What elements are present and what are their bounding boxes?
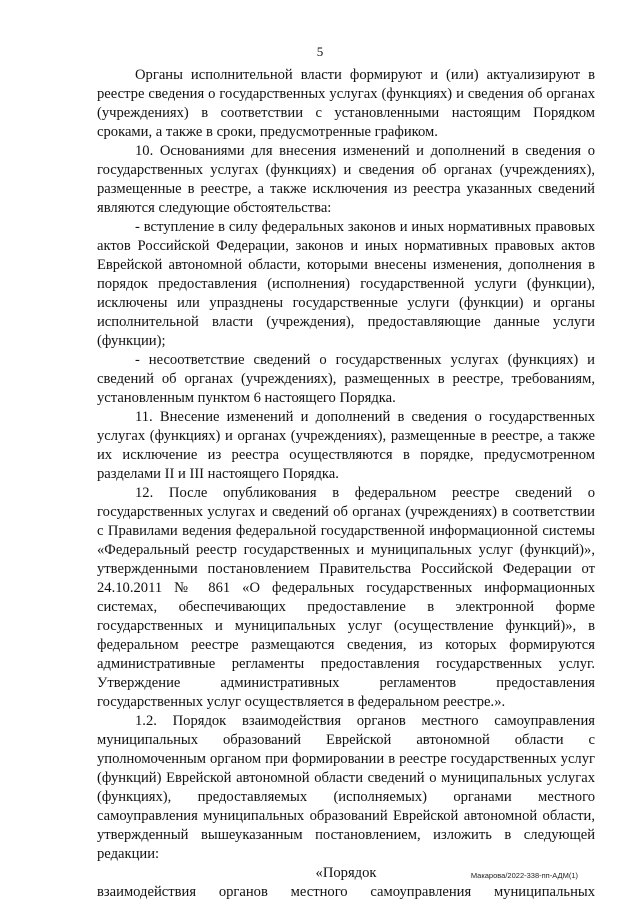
document-footer-code: Макарова/2022-338-пп-АДМ(1) [470, 871, 578, 880]
page-number: 5 [316, 44, 324, 59]
section-heading: «Порядок [315, 865, 377, 881]
paragraph: 10. Основаниями для внесения изменений и дополнений в сведения о государственных услугах (функциях) и сведения об органах (учреждениях), размещенные в реестре, а также исключения из реестра указанных сведений являются следующие обстоятельства: [97, 143, 595, 216]
paragraph: 1.2. Порядок взаимодействия органов местного самоуправления муниципальных образований Еврейской автономной области с уполномоченным органом при формировании в реестре государственных услуг (функций) Еврейской автономной области сведений о муниципальных услугах (функциях), предоставляемых (исполняемых) органами местного самоуправления муниципальных образований Еврейской автономной области, утвержденный вышеуказанным постановлением, изложить в следующей редакции: [97, 713, 595, 862]
document-body [97, 66, 595, 902]
paragraph: - вступление в силу федеральных законов и иных нормативных правовых актов Российской Федерации, законов и иных нормативных правовых актов Еврейской автономной области, которыми внесены изменения, дополнения в порядок предоставления (исполнения) государственной услуги (функции), исключены или упразднены государственные услуги (функции) и органы исполнительной власти (учреждения), предоставляющие данные услуги (функции); [97, 219, 595, 349]
paragraph: - несоответствие сведений о государственных услугах (функциях) и сведений об органах (учреждениях), размещенных в реестре, требованиям, установленным пунктом 6 настоящего Порядка. [97, 352, 595, 406]
paragraph: 12. После опубликования в федеральном реестре сведений о государственных услугах и сведений об органах (учреждениях) в соответствии с Правилами ведения федеральной государственной информационной системы «Федеральный реестр государственных и муниципальных услуг (функций)», утвержденными постановлением Правительства Российской Федерации от 24.10.2011 № 861 «О федеральных государственных информационных системах, обеспечивающих предоставление в электронной форме государственных и муниципальных услуг (осуществление функций)», в федеральном реестре размещаются сведения, из которых формируются административные регламенты предоставления государственных услуг. Утверждение административных регламентов предоставления государственных услуг осуществляется в федеральном реестре.». [97, 485, 595, 710]
paragraph: 11. Внесение изменений и дополнений в сведения о государственных услугах (функциях) и органах (учреждениях), размещенные в реестре, а также их исключение из реестра осуществляются в порядке, предусмотренном разделами II и III настоящего Порядка. [97, 409, 595, 482]
paragraph: Органы исполнительной власти формируют и (или) актуализируют в реестре сведения о государственных услугах (функциях) и сведения об органах (учреждениях) в соответствии с установленными настоящим Порядком сроками, а также в сроки, предусмотренные графиком. [97, 67, 595, 140]
paragraph-continued: взаимодействия органов местного самоуправления муниципальных [97, 884, 595, 900]
